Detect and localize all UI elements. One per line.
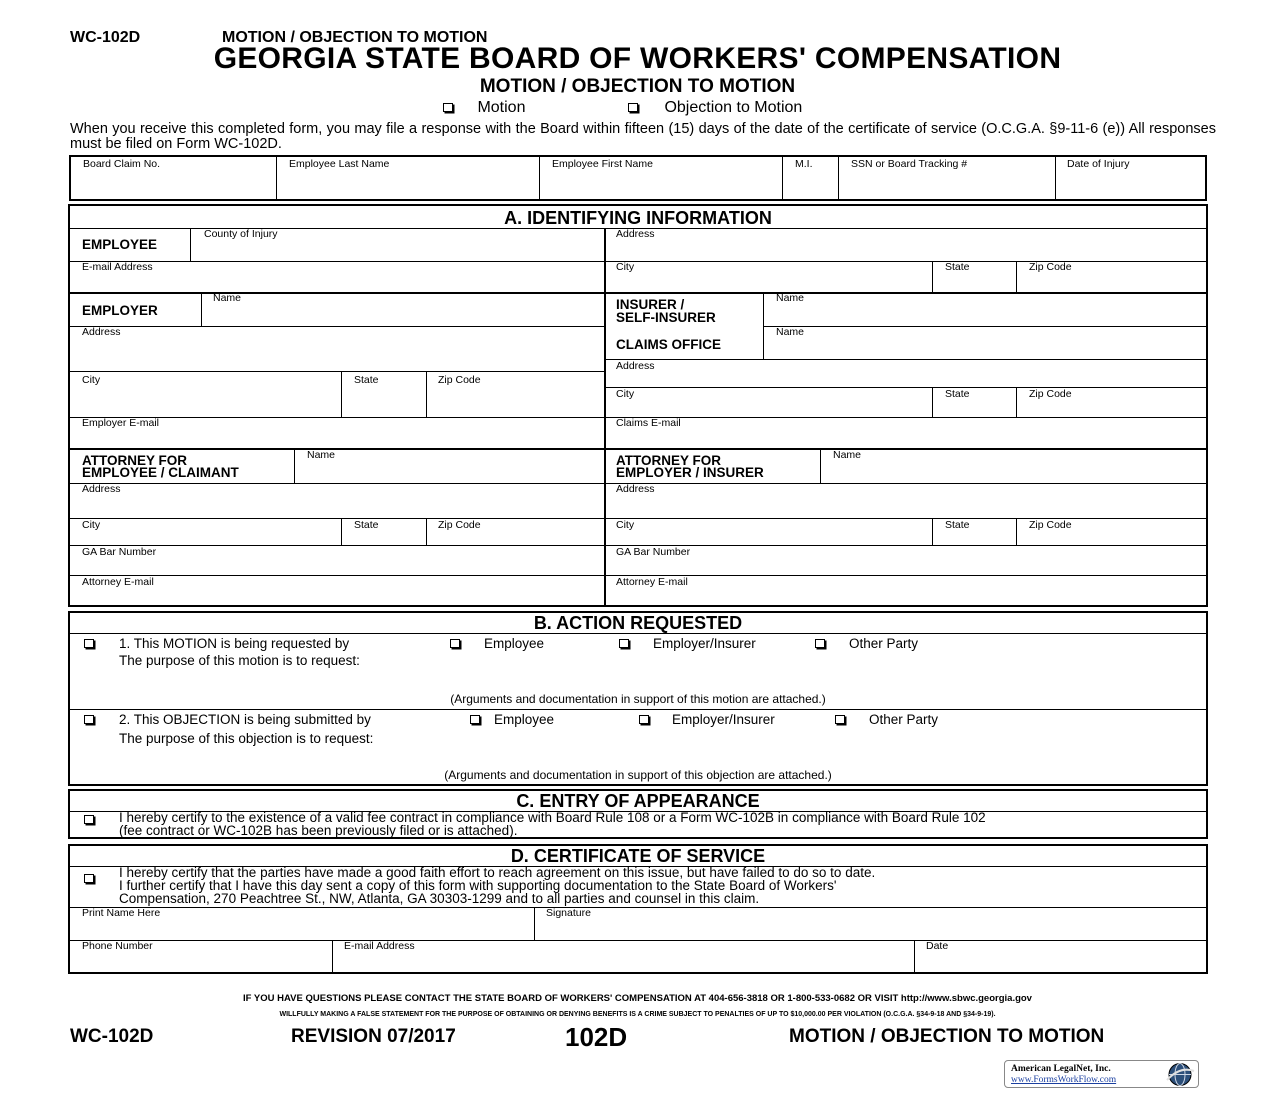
claims-office-state-field[interactable]: State [945,388,970,400]
motion-request-text: 1. This MOTION is being requested by [119,636,350,651]
entry-appearance-text: I hereby certify to the existence of a valid fee contract in compliance with Board Rule 108 or a Form WC-102B in compliance with Board Rule 102 (fee contract or WC-102B has been previously filed or is attached). [119,810,986,838]
claim-row [69,155,1207,201]
attorney-employee-state-field[interactable]: State [354,519,379,531]
employer-zip-field[interactable]: Zip Code [438,374,481,386]
employee-last-name-field[interactable]: Employee Last Name [289,158,390,170]
motion-args-note: (Arguments and documentation in support of this motion are attached.) [450,692,826,706]
motion-other-checkbox[interactable] [815,639,825,648]
section-d-heading: D. CERTIFICATE OF SERVICE [70,846,1206,867]
employer-address-field[interactable]: Address [82,326,121,338]
print-name-field[interactable]: Print Name Here [82,907,161,919]
motion-employer-label: Employer/Insurer [653,636,756,651]
employer-name-field[interactable]: Name [213,292,242,304]
motion-request-checkbox[interactable] [84,639,94,648]
objection-option [628,99,802,117]
footer-warning: WILLFULLY MAKING A FALSE STATEMENT FOR THE PURPOSE OF OBTAINING OR DENYING BENEFITS IS A CRIME SUBJECT TO PENALTIES OF UP TO $10,000.00 PER VIOLATION (O.C.G.A. §34-9-18 AND §34-9-19). [279,1011,996,1018]
footer-contact: IF YOU HAVE QUESTIONS PLEASE CONTACT THE STATE BOARD OF WORKERS' COMPENSATION AT 404-656-3818 OR 1-800-533-0682 OR VISIT http://www.sbwc.georgia.gov [243,993,1032,1004]
section-a [68,204,1208,607]
employee-city-field[interactable]: City [616,261,635,273]
page-subtitle: MOTION / OBJECTION TO MOTION [479,76,796,97]
objection-request-text: 2. This OBJECTION is being submitted by [119,712,371,727]
attorney-employee-city-field[interactable]: City [82,519,101,531]
ssn-field[interactable]: SSN or Board Tracking # [851,158,968,170]
claims-office-city-field[interactable]: City [616,388,635,400]
intro-text: When you receive this completed form, you may file a response with the Board within fifteen (15) days of the date of the certificate of service (O.C.G.A. §9-11-6 (e)) All responses must be filed on Form WC-102D. [70,121,1216,152]
insurer-heading: INSURER / SELF-INSURER [616,297,716,325]
attorney-insurer-address-field[interactable]: Address [616,483,655,495]
attorney-insurer-state-field[interactable]: State [945,519,970,531]
mi-field[interactable]: M.I. [795,158,813,170]
attorney-employee-name-field[interactable]: Name [307,449,336,461]
employer-heading: EMPLOYER [82,303,158,318]
insurer-name-field[interactable]: Name [776,292,805,304]
objection-employee-label: Employee [494,712,555,727]
employer-city-field[interactable]: City [82,374,101,386]
objection-employee-checkbox[interactable] [470,715,480,724]
claims-office-address-field[interactable]: Address [616,360,655,372]
footer-form-number: WC-102D [70,1026,154,1047]
attorney-insurer-email-field[interactable]: Attorney E-mail [616,576,688,588]
employee-first-name-field[interactable]: Employee First Name [552,158,653,170]
entry-appearance-checkbox[interactable] [84,815,94,824]
employer-email-field[interactable]: Employer E-mail [82,417,160,429]
section-a-heading: A. IDENTIFYING INFORMATION [70,208,1206,229]
attorney-employee-heading: ATTORNEY FOR EMPLOYEE / CLAIMANT [82,453,239,480]
attorney-employee-address-field[interactable]: Address [82,483,121,495]
motion-checkbox[interactable] [443,103,453,112]
attorney-insurer-heading: ATTORNEY FOR EMPLOYER / INSURER [616,453,764,480]
objection-checkbox[interactable] [628,103,638,112]
footer-code: 102D [565,1022,628,1052]
motion-other-label: Other Party [849,636,919,651]
section-c [68,789,1208,839]
form-number: WC-102D [70,29,141,46]
section-d [68,844,1208,974]
objection-other-checkbox[interactable] [835,715,845,724]
page-title: GEORGIA STATE BOARD OF WORKERS' COMPENSATION [213,42,1062,75]
footer-revision: REVISION 07/2017 [291,1026,456,1047]
motion-option [443,99,525,117]
employee-heading: EMPLOYEE [82,237,158,252]
objection-other-label: Other Party [869,712,939,727]
motion-option-label: Motion [477,99,526,116]
claims-office-heading: CLAIMS OFFICE [616,337,721,352]
motion-employee-label: Employee [484,636,545,651]
motion-purpose-label: The purpose of this motion is to request: [119,653,360,668]
objection-employer-label: Employer/Insurer [672,712,775,727]
objection-request-checkbox[interactable] [84,715,94,724]
board-claim-no-field[interactable]: Board Claim No. [83,158,161,170]
footer-subject: MOTION / OBJECTION TO MOTION [789,1026,1105,1047]
objection-purpose-label: The purpose of this objection is to request: [119,731,374,746]
signature-field[interactable]: Signature [546,907,591,919]
claims-office-name-field[interactable]: Name [776,326,805,338]
section-c-heading: C. ENTRY OF APPEARANCE [70,791,1206,812]
certificate-text: I hereby certify that the parties have made a good faith effort to reach agreement on this issue, but have failed to do so to date. I further certify that I have this day sent a copy of this form with supporting documentation to the State Board of Workers' Compensation, 270 Peachtree St., NW, Atlanta, GA 30303-1299 and to all parties and counsel in this claim. [119,865,876,906]
employee-email-field[interactable]: E-mail Address [82,261,153,273]
attorney-insurer-bar-field[interactable]: GA Bar Number [616,546,691,558]
certificate-checkbox[interactable] [84,874,94,883]
claims-email-field[interactable]: Claims E-mail [616,417,681,429]
vendor-name: American LegalNet, Inc. [1011,1064,1111,1074]
email-field[interactable]: E-mail Address [344,940,415,952]
form-subject: MOTION / OBJECTION TO MOTION [222,29,488,46]
date-field[interactable]: Date [926,940,949,952]
section-b [68,611,1208,786]
employer-state-field[interactable]: State [354,374,379,386]
phone-field[interactable]: Phone Number [82,940,153,952]
objection-args-note: (Arguments and documentation in support of this objection are attached.) [444,768,832,782]
attorney-employee-bar-field[interactable]: GA Bar Number [82,546,157,558]
claims-office-zip-field[interactable]: Zip Code [1029,388,1072,400]
attorney-insurer-city-field[interactable]: City [616,519,635,531]
attorney-insurer-zip-field[interactable]: Zip Code [1029,519,1072,531]
objection-option-label: Objection to Motion [664,99,803,116]
globe-icon [1163,1062,1197,1087]
attorney-employee-zip-field[interactable]: Zip Code [438,519,481,531]
attorney-employee-email-field[interactable]: Attorney E-mail [82,576,154,588]
objection-employer-checkbox[interactable] [639,715,649,724]
employee-state-field[interactable]: State [945,261,970,273]
employee-address-field[interactable]: Address [616,228,655,240]
vendor-link[interactable]: www.FormsWorkFlow.com [1011,1075,1117,1085]
attorney-insurer-name-field[interactable]: Name [833,449,862,461]
vendor-logo [1004,1060,1199,1088]
motion-employer-checkbox[interactable] [619,639,629,648]
county-of-injury-field[interactable]: County of Injury [204,228,278,240]
date-of-injury-field[interactable]: Date of Injury [1067,158,1130,170]
employee-zip-field[interactable]: Zip Code [1029,261,1072,273]
motion-employee-checkbox[interactable] [450,639,460,648]
section-b-heading: B. ACTION REQUESTED [70,613,1206,634]
